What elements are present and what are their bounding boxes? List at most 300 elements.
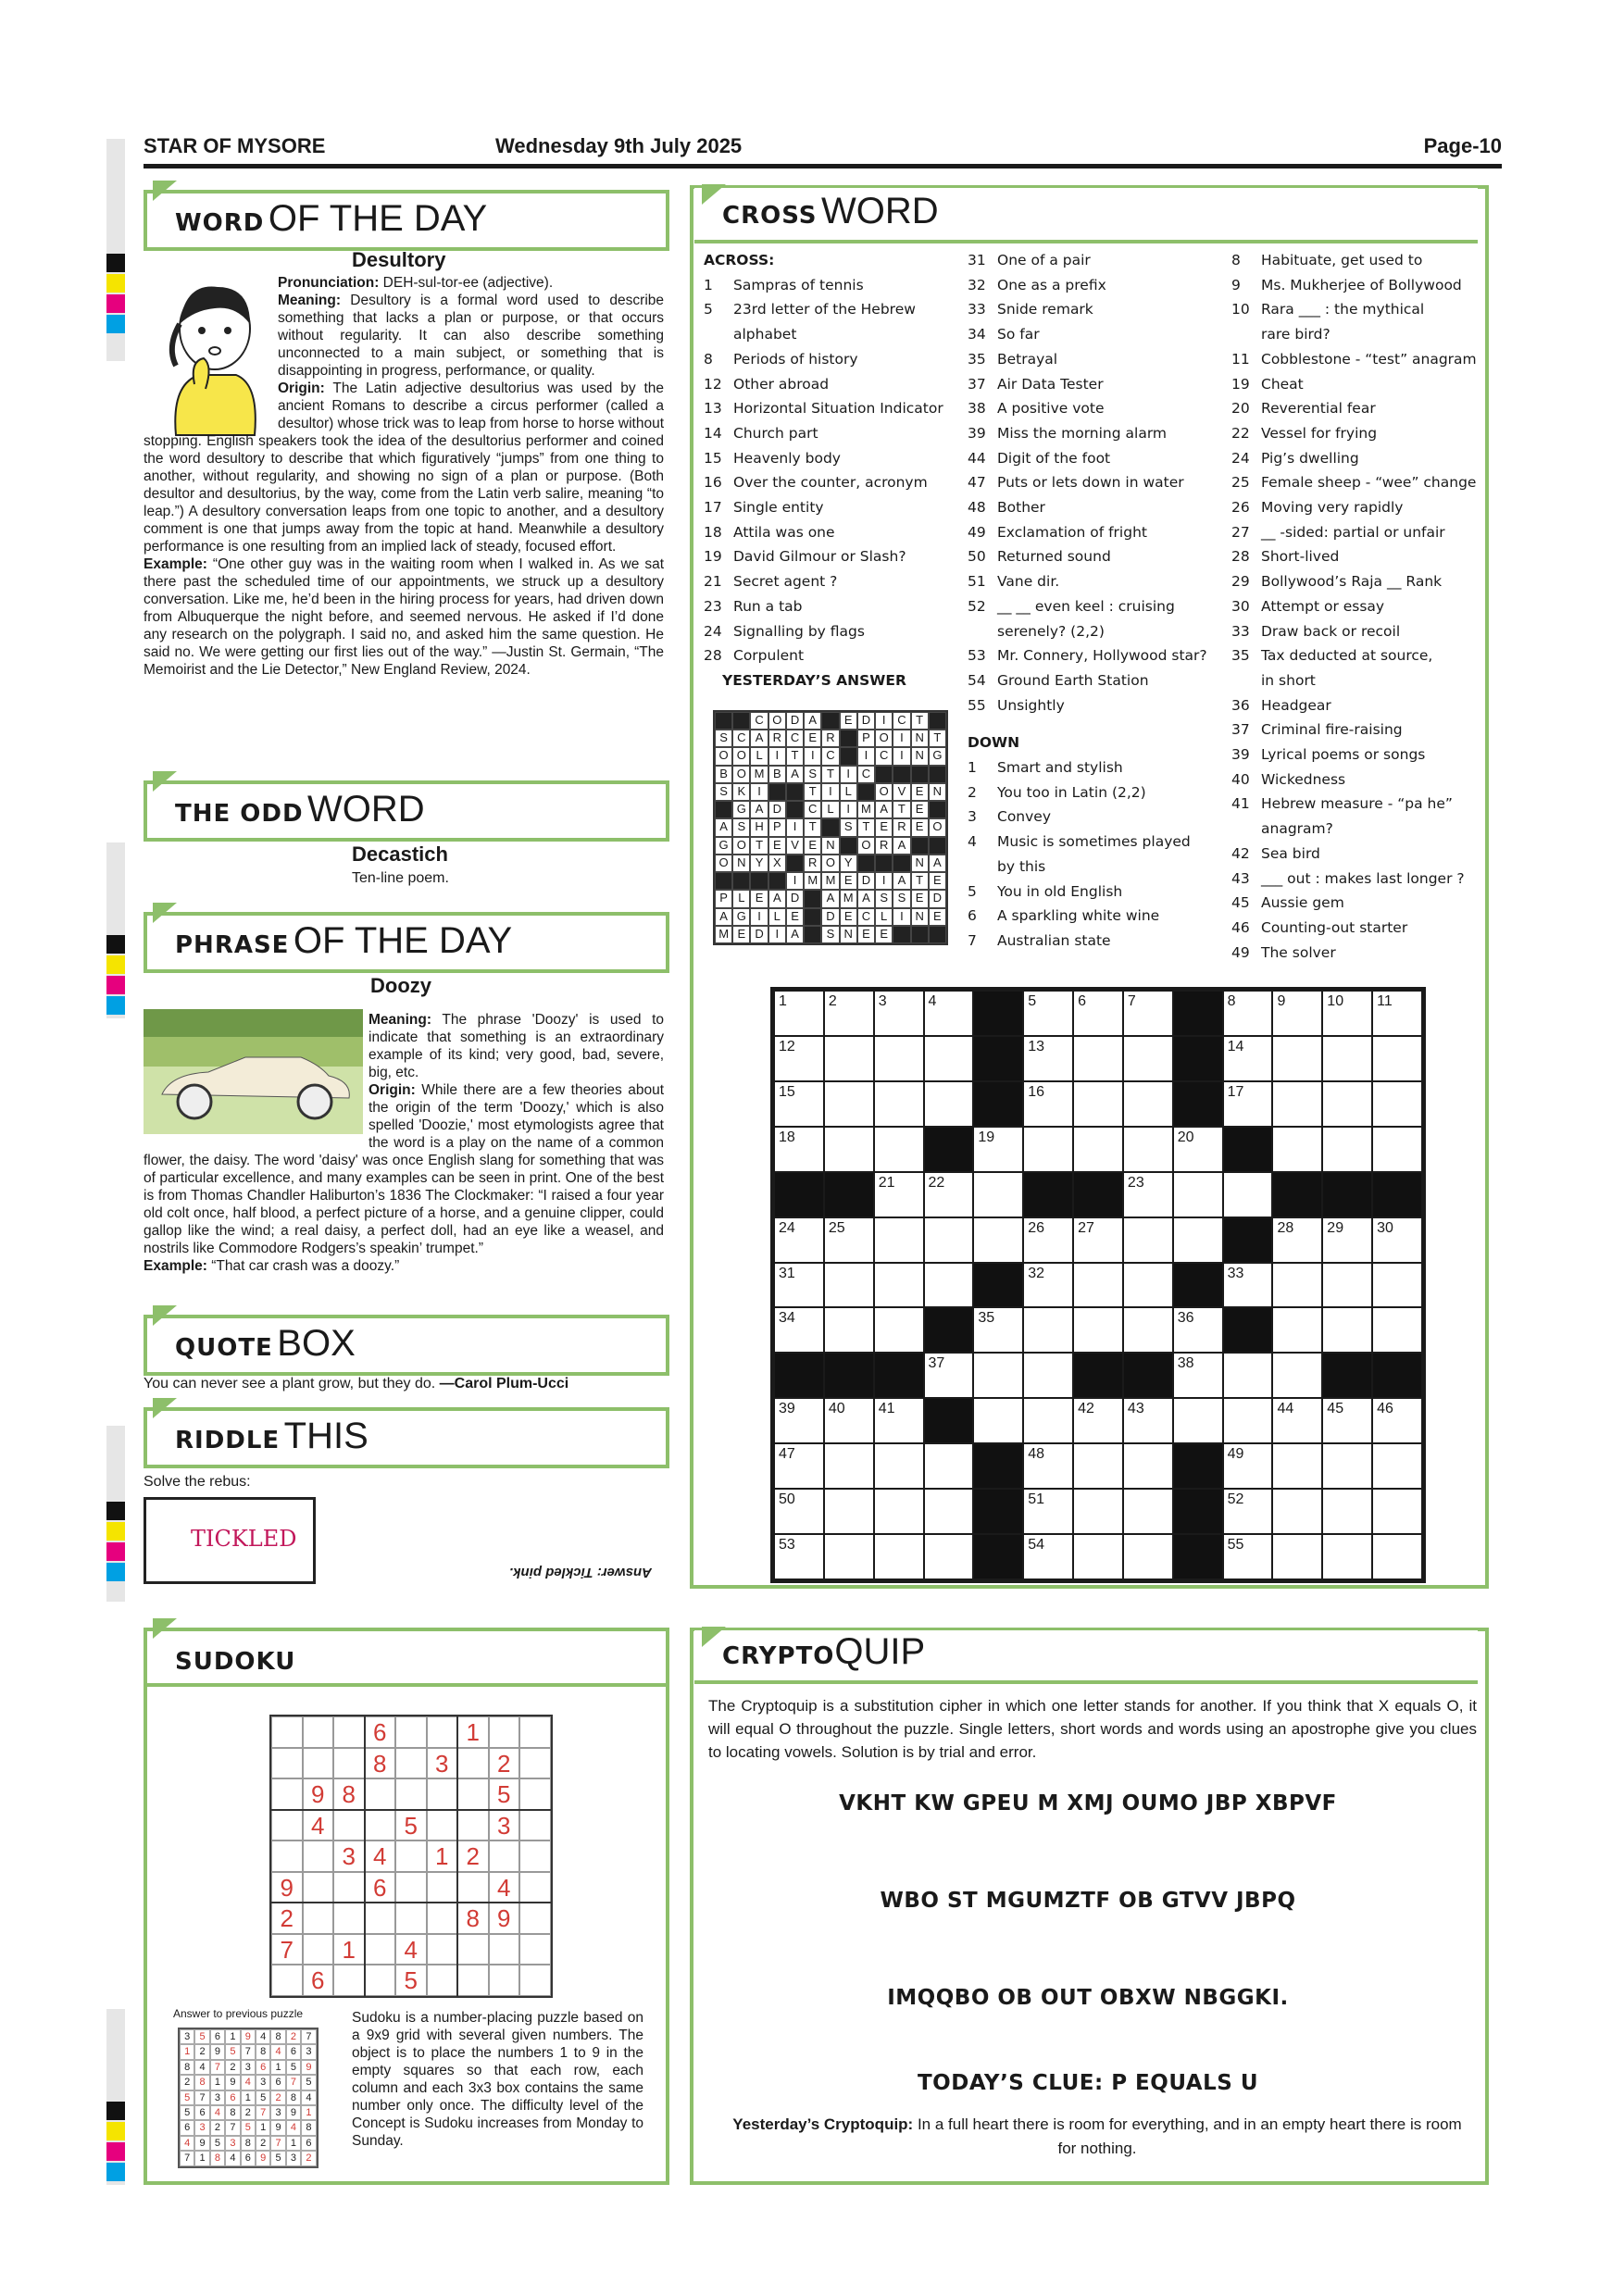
crossword-cell[interactable]: [1372, 1263, 1422, 1308]
mini-cell: [821, 712, 839, 730]
sudoku-cell[interactable]: [427, 1965, 458, 1996]
crossword-cell[interactable]: [874, 1534, 924, 1579]
clue: 22 Vessel for frying: [1231, 424, 1378, 442]
sudoku-cell[interactable]: [519, 1748, 551, 1779]
crossword-cell[interactable]: 36: [1173, 1307, 1223, 1353]
crossword-cell[interactable]: [924, 1081, 974, 1127]
sudoku-answer-cell: 7: [180, 2151, 194, 2165]
crossword-cell[interactable]: [1223, 1353, 1273, 1398]
sudoku-cell[interactable]: [489, 1716, 520, 1748]
crossword-cell[interactable]: [1322, 1263, 1372, 1308]
crossword-cell[interactable]: [924, 1534, 974, 1579]
sudoku-cell[interactable]: [395, 1872, 427, 1903]
crossword-cell[interactable]: [1073, 1263, 1123, 1308]
sudoku-cell[interactable]: 4: [395, 1934, 427, 1965]
crossword-cell[interactable]: 52: [1223, 1489, 1273, 1534]
mini-cell: O: [715, 747, 732, 765]
sudoku-cell[interactable]: 6: [365, 1872, 396, 1903]
sudoku-cell[interactable]: [427, 1903, 458, 1934]
sudoku-cell[interactable]: 2: [271, 1903, 303, 1934]
black-square: [924, 1127, 974, 1172]
crossword-cell[interactable]: [1223, 1172, 1273, 1217]
crossword-cell[interactable]: [1023, 1127, 1073, 1172]
crossword-cell[interactable]: [1272, 1081, 1322, 1127]
crossword-cell[interactable]: 40: [824, 1398, 874, 1443]
sudoku-answer-cell: 3: [301, 2044, 316, 2059]
crossword-cell[interactable]: 11: [1372, 991, 1422, 1036]
crossword-cell[interactable]: [1322, 1443, 1372, 1489]
crossword-cell[interactable]: [1272, 1353, 1322, 1398]
black-square: [1023, 1172, 1073, 1217]
sudoku-answer-cell: 5: [301, 2075, 316, 2090]
sudoku-answer-cell: 7: [286, 2075, 301, 2090]
crossword-cell[interactable]: 33: [1223, 1263, 1273, 1308]
clue: 30 Attempt or essay: [1231, 597, 1385, 615]
sudoku-cell[interactable]: 9: [489, 1903, 520, 1934]
crossword-cell[interactable]: [1073, 1307, 1123, 1353]
mini-cell: A: [893, 837, 910, 855]
crossword-cell[interactable]: [1372, 1081, 1422, 1127]
clue: 28 Corpulent: [704, 647, 805, 665]
crossword-cell[interactable]: [874, 1443, 924, 1489]
crossword-cell[interactable]: [1272, 1443, 1322, 1489]
crossword-cell[interactable]: [1023, 1353, 1073, 1398]
crossword-cell[interactable]: [1073, 1081, 1123, 1127]
sudoku-cell[interactable]: [303, 1934, 334, 1965]
clue: 44 Digit of the foot: [968, 449, 1111, 467]
crossword-cell[interactable]: [973, 1398, 1023, 1443]
crossword-cell[interactable]: [824, 1489, 874, 1534]
sudoku-answer-cell: 7: [241, 2044, 256, 2059]
crossword-cell[interactable]: [924, 1443, 974, 1489]
crossword-cell[interactable]: 17: [1223, 1081, 1273, 1127]
crossword-cell[interactable]: 2: [824, 991, 874, 1036]
sudoku-cell[interactable]: 1: [427, 1841, 458, 1872]
crossword-cell[interactable]: 13: [1023, 1036, 1073, 1081]
crossword-cell[interactable]: [1073, 1489, 1123, 1534]
crossword-cell[interactable]: [824, 1263, 874, 1308]
crossword-cell[interactable]: [874, 1081, 924, 1127]
sudoku-cell[interactable]: [457, 1934, 489, 1965]
crossword-cell[interactable]: [1123, 1443, 1173, 1489]
clue: 48 Bother: [968, 499, 1045, 517]
sudoku-cell[interactable]: 4: [365, 1841, 396, 1872]
sudoku-cell[interactable]: 5: [395, 1965, 427, 1996]
crossword-cell[interactable]: [1173, 1217, 1223, 1263]
clue: 31 One of a pair: [968, 252, 1091, 268]
mini-cell: C: [732, 730, 750, 747]
sudoku-answer-cell: 4: [286, 2120, 301, 2135]
sudoku-cell[interactable]: 4: [489, 1872, 520, 1903]
sudoku-cell[interactable]: 3: [427, 1748, 458, 1779]
sudoku-cell[interactable]: 9: [303, 1778, 334, 1810]
sudoku-answer-cell: 2: [241, 2105, 256, 2120]
crossword-cell[interactable]: 43: [1123, 1398, 1173, 1443]
crossword-cell[interactable]: 5: [1023, 991, 1073, 1036]
crossword-cell[interactable]: [973, 1172, 1023, 1217]
sudoku-cell[interactable]: [519, 1841, 551, 1872]
sudoku-cell[interactable]: [519, 1778, 551, 1810]
sudoku-cell[interactable]: 2: [489, 1748, 520, 1779]
sudoku-cell[interactable]: 8: [333, 1778, 365, 1810]
crossword-cell[interactable]: [1322, 1307, 1372, 1353]
crossword-cell[interactable]: 4: [924, 991, 974, 1036]
sudoku-cell[interactable]: [489, 1965, 520, 1996]
mini-cell: I: [821, 783, 839, 801]
crossword-cell[interactable]: [1322, 1127, 1372, 1172]
crossword-cell[interactable]: 27: [1073, 1217, 1123, 1263]
mini-cell: [929, 837, 946, 855]
mini-cell: O: [875, 730, 893, 747]
crossword-cell[interactable]: 48: [1023, 1443, 1073, 1489]
mini-cell: P: [857, 730, 875, 747]
sudoku-cell[interactable]: [365, 1965, 396, 1996]
sudoku-cell[interactable]: 8: [365, 1748, 396, 1779]
clue: 14 Church part: [704, 424, 818, 442]
mini-cell: A: [786, 926, 804, 943]
sudoku-cell[interactable]: [427, 1810, 458, 1841]
mini-cell: A: [750, 730, 768, 747]
sudoku-cell[interactable]: [333, 1716, 365, 1748]
mini-cell: T: [804, 818, 821, 836]
crossword-cell[interactable]: 32: [1023, 1263, 1073, 1308]
sudoku-answer-cell: 7: [256, 2105, 270, 2120]
sudoku-answer-cell: 6: [301, 2136, 316, 2151]
mini-cell: C: [750, 712, 768, 730]
black-square: [1322, 1353, 1372, 1398]
crossword-cell[interactable]: [1272, 1534, 1322, 1579]
crossword-cell[interactable]: [1272, 1127, 1322, 1172]
sudoku-cell[interactable]: 3: [489, 1810, 520, 1841]
sudoku-cell[interactable]: 1: [333, 1934, 365, 1965]
crossword-cell[interactable]: [1023, 1307, 1073, 1353]
crossword-cell[interactable]: 55: [1223, 1534, 1273, 1579]
sudoku-cell[interactable]: [427, 1872, 458, 1903]
sudoku-cell[interactable]: 7: [271, 1934, 303, 1965]
crossword-cell[interactable]: 38: [1173, 1353, 1223, 1398]
crossword-cell[interactable]: [1123, 1036, 1173, 1081]
mini-cell: A: [715, 908, 732, 926]
sudoku-answer-cell: 2: [286, 2029, 301, 2044]
black-square: [824, 1172, 874, 1217]
sudoku-cell[interactable]: [333, 1903, 365, 1934]
crossword-cell[interactable]: [874, 1036, 924, 1081]
crossword-cell[interactable]: 25: [824, 1217, 874, 1263]
crossword-cell[interactable]: 23: [1123, 1172, 1173, 1217]
crossword-cell[interactable]: [1372, 1489, 1422, 1534]
sudoku-cell[interactable]: [333, 1748, 365, 1779]
crossword-cell[interactable]: [1123, 1534, 1173, 1579]
crossword-cell[interactable]: [1372, 1036, 1422, 1081]
crossword-cell[interactable]: 37: [924, 1353, 974, 1398]
crossword-cell[interactable]: [1073, 1036, 1123, 1081]
sudoku-cell[interactable]: 4: [303, 1810, 334, 1841]
clue: 3 Convey: [968, 808, 1052, 826]
sudoku-cell[interactable]: 8: [457, 1903, 489, 1934]
sudoku-cell[interactable]: [303, 1748, 334, 1779]
sudoku-cell[interactable]: [271, 1965, 303, 1996]
sudoku-cell[interactable]: [271, 1716, 303, 1748]
crossword-cell[interactable]: [824, 1081, 874, 1127]
crossword-cell[interactable]: [824, 1307, 874, 1353]
sudoku-cell[interactable]: [519, 1872, 551, 1903]
mini-cell: C: [875, 747, 893, 765]
crossword-cell[interactable]: [1272, 1036, 1322, 1081]
sudoku-cell[interactable]: [271, 1778, 303, 1810]
crossword-cell[interactable]: 24: [774, 1217, 824, 1263]
crossword-cell[interactable]: [1322, 1036, 1372, 1081]
crossword-cell[interactable]: 53: [774, 1534, 824, 1579]
clues-col-3: [1231, 248, 1481, 965]
sudoku-cell[interactable]: 5: [489, 1778, 520, 1810]
crossword-cell[interactable]: 34: [774, 1307, 824, 1353]
sudoku-cell[interactable]: [519, 1965, 551, 1996]
black-square: [874, 1353, 924, 1398]
sudoku-cell[interactable]: [271, 1748, 303, 1779]
crossword-cell[interactable]: 26: [1023, 1217, 1073, 1263]
sudoku-cell[interactable]: 9: [271, 1872, 303, 1903]
crossword-cell[interactable]: [1372, 1307, 1422, 1353]
crossword-cell[interactable]: [1073, 1534, 1123, 1579]
clue: 8 Periods of history: [704, 350, 858, 368]
sudoku-cell[interactable]: [365, 1903, 396, 1934]
crossword-cell[interactable]: [1123, 1263, 1173, 1308]
sudoku-cell[interactable]: 1: [457, 1716, 489, 1748]
sudoku-cell[interactable]: 2: [457, 1841, 489, 1872]
sudoku-previous-answer: [178, 2028, 319, 2168]
riddle-answer: Answer: Tickled pink.: [509, 1565, 652, 1580]
sudoku-cell[interactable]: [365, 1810, 396, 1841]
sudoku-cell[interactable]: [303, 1903, 334, 1934]
clue: 12 Other abroad: [704, 375, 830, 393]
sudoku-cell[interactable]: [457, 1965, 489, 1996]
crossword-cell[interactable]: [874, 1263, 924, 1308]
crossword-cell[interactable]: [1023, 1398, 1073, 1443]
clue: in short: [1261, 671, 1316, 689]
sudoku-answer-cell: 3: [225, 2136, 240, 2151]
crossword-cell[interactable]: [1322, 1489, 1372, 1534]
sudoku-cell[interactable]: [457, 1872, 489, 1903]
clue: 51 Vane dir.: [968, 573, 1060, 591]
black-square: [973, 991, 1023, 1036]
crossword-cell[interactable]: [924, 1036, 974, 1081]
crossword-cell[interactable]: 20: [1173, 1127, 1223, 1172]
crossword-cell[interactable]: 35: [973, 1307, 1023, 1353]
sudoku-cell[interactable]: [427, 1778, 458, 1810]
mini-cell: N: [911, 730, 929, 747]
sudoku-cell[interactable]: [457, 1748, 489, 1779]
crossword-cell[interactable]: [1372, 1443, 1422, 1489]
mini-cell: D: [929, 890, 946, 907]
crossword-cell[interactable]: 3: [874, 991, 924, 1036]
mini-cell: [750, 872, 768, 890]
mini-cell: S: [715, 730, 732, 747]
crossword-cell[interactable]: [1123, 1489, 1173, 1534]
crossword-cell[interactable]: [824, 1127, 874, 1172]
sudoku-cell[interactable]: [303, 1841, 334, 1872]
crossword-cell[interactable]: [874, 1217, 924, 1263]
crossword-cell[interactable]: 41: [874, 1398, 924, 1443]
clue: 8 Habituate, get used to: [1231, 252, 1423, 268]
crossword-cell[interactable]: [1173, 1398, 1223, 1443]
clue: 39 Lyrical poems or songs: [1231, 746, 1426, 764]
sudoku-cell[interactable]: [271, 1810, 303, 1841]
sudoku-answer-cell: 6: [270, 2075, 285, 2090]
crossword-cell[interactable]: 54: [1023, 1534, 1073, 1579]
sudoku-cell[interactable]: 3: [333, 1841, 365, 1872]
crossword-cell[interactable]: [1272, 1489, 1322, 1534]
sudoku-answer-cell: 7: [194, 2090, 209, 2105]
mini-cell: I: [875, 872, 893, 890]
sudoku-cell[interactable]: [271, 1841, 303, 1872]
crossword-cell[interactable]: 12: [774, 1036, 824, 1081]
sudoku-cell[interactable]: [395, 1903, 427, 1934]
crossword-cell[interactable]: 1: [774, 991, 824, 1036]
crossword-cell[interactable]: 10: [1322, 991, 1372, 1036]
crossword-cell[interactable]: [1223, 1398, 1273, 1443]
sudoku-cell[interactable]: 5: [395, 1810, 427, 1841]
crossword-cell[interactable]: [1123, 1081, 1173, 1127]
sudoku-cell[interactable]: [333, 1965, 365, 1996]
sudoku-cell[interactable]: [303, 1872, 334, 1903]
crossword-cell[interactable]: 45: [1322, 1398, 1372, 1443]
crossword-cell[interactable]: 18: [774, 1127, 824, 1172]
sudoku-cell[interactable]: [333, 1810, 365, 1841]
sudoku-cell[interactable]: [519, 1716, 551, 1748]
crossword-cell[interactable]: [924, 1263, 974, 1308]
crossword-cell[interactable]: [1272, 1263, 1322, 1308]
sudoku-cell[interactable]: [303, 1716, 334, 1748]
crossword-cell[interactable]: [1073, 1443, 1123, 1489]
cryptoquip-line-2: WBO ST MGUMZTF OB GTVV JBPQ: [880, 1889, 1296, 1913]
mini-cell: S: [732, 818, 750, 836]
mini-cell: V: [893, 783, 910, 801]
clue: 33 Draw back or recoil: [1231, 622, 1401, 640]
crossword-cell[interactable]: [1322, 1081, 1372, 1127]
crossword-cell[interactable]: [874, 1307, 924, 1353]
mini-cell: N: [821, 837, 839, 855]
sudoku-cell[interactable]: [489, 1934, 520, 1965]
black-square: [1173, 1489, 1223, 1534]
mini-cell: D: [786, 712, 804, 730]
crossword-cell[interactable]: 46: [1372, 1398, 1422, 1443]
word-of-day-word: Desultory: [352, 248, 446, 271]
crossword-cell[interactable]: [973, 1217, 1023, 1263]
sudoku-answer-cell: 8: [301, 2120, 316, 2135]
clue: 39 Miss the morning alarm: [968, 424, 1168, 442]
crossword-cell[interactable]: 19: [973, 1127, 1023, 1172]
crossword-cell[interactable]: [1123, 1127, 1173, 1172]
sudoku-answer-cell: 5: [286, 2060, 301, 2075]
page-number: Page-10: [1423, 134, 1502, 157]
crossword-cell[interactable]: [1123, 1217, 1173, 1263]
crossword-cell[interactable]: 6: [1073, 991, 1123, 1036]
sudoku-answer-cell: 5: [180, 2090, 194, 2105]
crossword-cell[interactable]: [1073, 1127, 1123, 1172]
crossword-cell[interactable]: 44: [1272, 1398, 1322, 1443]
sudoku-answer-cell: 6: [210, 2029, 225, 2044]
sudoku-answer-cell: 4: [241, 2075, 256, 2090]
crossword-cell[interactable]: 29: [1322, 1217, 1372, 1263]
crossword-cell[interactable]: [1123, 1307, 1173, 1353]
crossword-cell[interactable]: 51: [1023, 1489, 1073, 1534]
crossword-cell[interactable]: 47: [774, 1443, 824, 1489]
crossword-cell[interactable]: 31: [774, 1263, 824, 1308]
sudoku-cell[interactable]: [395, 1716, 427, 1748]
sudoku-cell[interactable]: [519, 1810, 551, 1841]
sudoku-cell[interactable]: [333, 1872, 365, 1903]
black-square: [1372, 1172, 1422, 1217]
sudoku-cell[interactable]: [457, 1810, 489, 1841]
sudoku-answer-cell: 1: [256, 2120, 270, 2135]
crossword-cell[interactable]: 15: [774, 1081, 824, 1127]
crossword-cell[interactable]: [924, 1489, 974, 1534]
sudoku-cell[interactable]: [395, 1841, 427, 1872]
sudoku-cell[interactable]: [365, 1778, 396, 1810]
sudoku-cell[interactable]: [489, 1841, 520, 1872]
crossword-cell[interactable]: 42: [1073, 1398, 1123, 1443]
crossword-cell[interactable]: [1272, 1307, 1322, 1353]
sudoku-cell[interactable]: [395, 1778, 427, 1810]
crossword-cell[interactable]: 28: [1272, 1217, 1322, 1263]
sudoku-cell[interactable]: [395, 1748, 427, 1779]
crossword-cell[interactable]: 49: [1223, 1443, 1273, 1489]
crossword-cell[interactable]: 8: [1223, 991, 1273, 1036]
crossword-cell[interactable]: [1372, 1127, 1422, 1172]
mini-cell: [857, 855, 875, 872]
sudoku-cell[interactable]: [427, 1716, 458, 1748]
crossword-cell[interactable]: [824, 1534, 874, 1579]
clue: 33 Snide remark: [968, 301, 1093, 318]
crossword-cell[interactable]: [824, 1443, 874, 1489]
crossword-cell[interactable]: [924, 1217, 974, 1263]
crossword-cell[interactable]: 7: [1123, 991, 1173, 1036]
mini-cell: K: [732, 783, 750, 801]
crossword-cell[interactable]: 39: [774, 1398, 824, 1443]
yesterday-heading: YESTERDAY’S ANSWER: [722, 671, 906, 689]
crossword-cell[interactable]: [973, 1353, 1023, 1398]
crossword-cell[interactable]: 16: [1023, 1081, 1073, 1127]
rebus-box: [144, 1497, 316, 1584]
sudoku-cell[interactable]: [427, 1934, 458, 1965]
crossword-cell[interactable]: [824, 1036, 874, 1081]
crossword-cell[interactable]: [874, 1127, 924, 1172]
crossword-cell[interactable]: 30: [1372, 1217, 1422, 1263]
black-square: [1173, 1534, 1223, 1579]
sudoku-cell[interactable]: [519, 1903, 551, 1934]
crossword-cell[interactable]: [1173, 1172, 1223, 1217]
crossword-cell[interactable]: [1372, 1534, 1422, 1579]
crossword-cell[interactable]: 9: [1272, 991, 1322, 1036]
crossword-cell[interactable]: [874, 1489, 924, 1534]
crossword-cell[interactable]: 14: [1223, 1036, 1273, 1081]
crossword-cell[interactable]: 22: [924, 1172, 974, 1217]
sudoku-cell[interactable]: [365, 1934, 396, 1965]
crossword-cell[interactable]: 21: [874, 1172, 924, 1217]
crossword-cell[interactable]: [1322, 1534, 1372, 1579]
quote-text: You can never see a plant grow, but they do. —Carol Plum-Ucci: [144, 1376, 569, 1391]
sudoku-cell[interactable]: 6: [303, 1965, 334, 1996]
sudoku-answer-cell: 2: [225, 2060, 240, 2075]
mini-cell: T: [786, 747, 804, 765]
sudoku-cell[interactable]: 6: [365, 1716, 396, 1748]
riddle-prompt: Solve the rebus:: [144, 1474, 251, 1490]
clue: 49 The solver: [1231, 943, 1336, 961]
sudoku-cell[interactable]: [457, 1778, 489, 1810]
sudoku-cell[interactable]: [519, 1934, 551, 1965]
crossword-cell[interactable]: 50: [774, 1489, 824, 1534]
cryptoquip-yesterday: Yesterday’s Cryptoquip: In a full heart there is room for everything, and in an empty heart there is room for nothing.: [732, 2115, 1462, 2157]
